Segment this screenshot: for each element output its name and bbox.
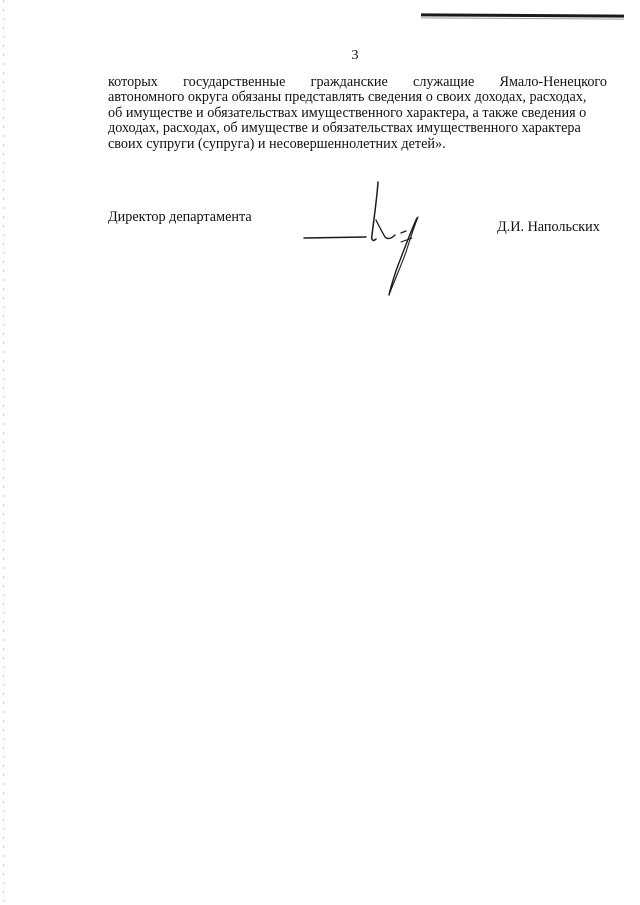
- body-line: автономного округа обязаны представлять сведения о своих доходах, расходах,: [108, 89, 587, 106]
- body-line: которых государственные гражданские служащие Ямало-Ненецкого: [108, 74, 607, 90]
- signatory-name: Д.И. Напольских: [497, 219, 600, 235]
- body-line: об имуществе и обязательствах имущественного характера, а также сведения о: [108, 104, 587, 121]
- body-paragraph: [108, 75, 607, 152]
- body-line: своих супруги (супруга) и несовершеннолетних детей».: [108, 135, 446, 152]
- scan-edge-mark: [3, 0, 4, 905]
- body-line: доходах, расходах, об имуществе и обязательствах имущественного характера: [108, 120, 581, 137]
- page-number: 3: [351, 48, 359, 63]
- signatory-title: Директор департамента: [108, 209, 252, 225]
- top-rule-shadow: [421, 17, 624, 19]
- handwritten-signature: [300, 180, 430, 300]
